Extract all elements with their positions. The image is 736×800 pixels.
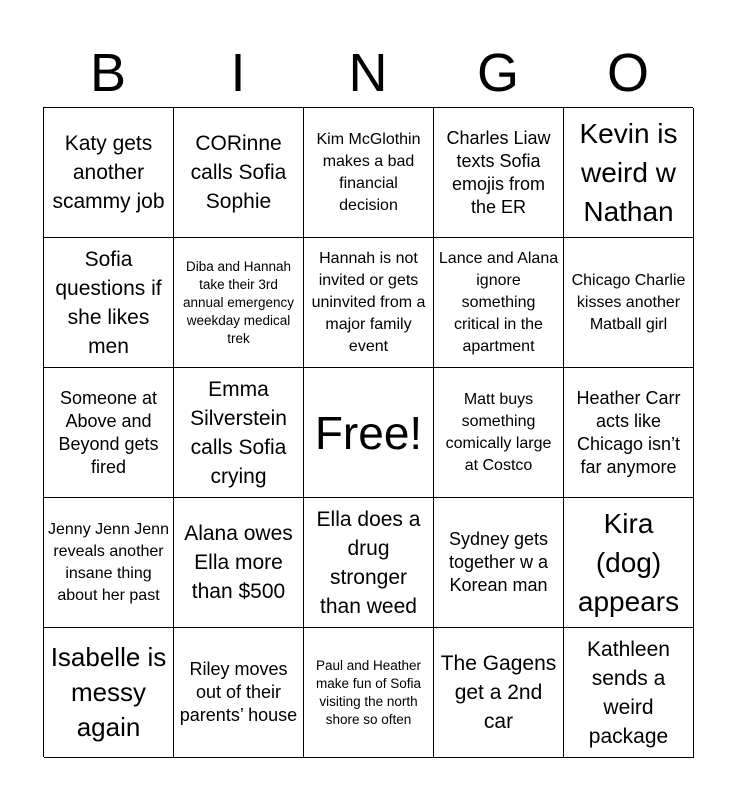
bingo-cell-r2c3 [304,238,434,368]
cell-text: Kim McGlothin makes a bad financial decision [316,130,421,214]
bingo-cell-r4c5 [564,498,694,628]
cell-text: Alana owes Ella more than $500 [184,522,293,603]
bingo-cell-r1c3 [304,108,434,238]
bingo-cell-r2c5 [564,238,694,368]
cell-text: Someone at Above and Beyond gets fired [58,387,159,477]
bingo-cell-r5c2 [174,628,304,758]
cell-text: Sofia questions if she likes men [55,247,162,358]
cell-text: Riley moves out of their parents’ house [179,659,298,725]
cell-text: CORinne calls Sofia Sophie [190,132,287,213]
cell-text: Charles Liaw texts Sofia emojis from the ER [446,127,551,217]
bingo-cell-r2c2 [174,238,304,368]
cell-text: Lance and Alana ignore something critical in the apartment [438,249,559,355]
bingo-cell-r3c4 [434,368,564,498]
cell-text: Ella does a drug stronger than weed [316,507,421,618]
free-space-text: Free! [314,406,423,459]
header-letter-g: G [476,43,519,103]
bingo-cell-free [304,368,434,498]
header-letter-o: O [606,43,649,103]
bingo-cell-r4c4 [434,498,564,628]
bingo-cell-r4c1 [44,498,174,628]
bingo-cell-r2c4 [434,238,564,368]
bingo-cell-r4c3 [304,498,434,628]
cell-text: Heather Carr acts like Chicago isn’t far anymore [576,387,681,477]
cell-text: Kathleen sends a weird package [587,637,670,748]
bingo-cell-r1c5 [564,108,694,238]
cell-text: Chicago Charlie kisses another Matball girl [571,271,686,333]
cell-text: Matt buys something comically large at Costco [445,390,552,474]
header-letter-b: B [89,43,127,103]
bingo-cell-r5c4 [434,628,564,758]
cell-text: Emma Silverstein calls Sofia crying [190,377,287,488]
cell-text: Katy gets another scammy job [52,132,165,213]
cell-text: Paul and Heather make fun of Sofia visiting the north shore so often [315,657,422,727]
bingo-cell-r4c2 [174,498,304,628]
bingo-board [43,107,693,757]
cell-text: Diba and Hannah take their 3rd annual emergency weekday medical trek [182,258,295,346]
bingo-cell-r1c1 [44,108,174,238]
bingo-cell-r1c2 [174,108,304,238]
bingo-header [43,38,693,108]
header-letter-n: N [348,43,388,103]
bingo-cell-r3c1 [44,368,174,498]
header-letter-i: I [230,43,246,103]
cell-text: The Gagens get a 2nd car [440,652,557,733]
bingo-cell-r3c2 [174,368,304,498]
cell-text: Kevin is weird w Nathan [579,118,678,227]
bingo-cell-r5c3 [304,628,434,758]
bingo-cell-r5c5 [564,628,694,758]
bingo-cell-r1c4 [434,108,564,238]
bingo-cell-r2c1 [44,238,174,368]
bingo-cell-r5c1 [44,628,174,758]
cell-text: Sydney gets together w a Korean man [448,529,549,595]
cell-text: Jenny Jenn Jenn reveals another insane thing about her past [48,520,169,604]
cell-text: Isabelle is messy again [50,642,167,742]
bingo-cell-r3c5 [564,368,694,498]
cell-text: Hannah is not invited or gets uninvited from a major family event [311,249,426,355]
cell-text: Kira (dog) appears [577,508,680,617]
